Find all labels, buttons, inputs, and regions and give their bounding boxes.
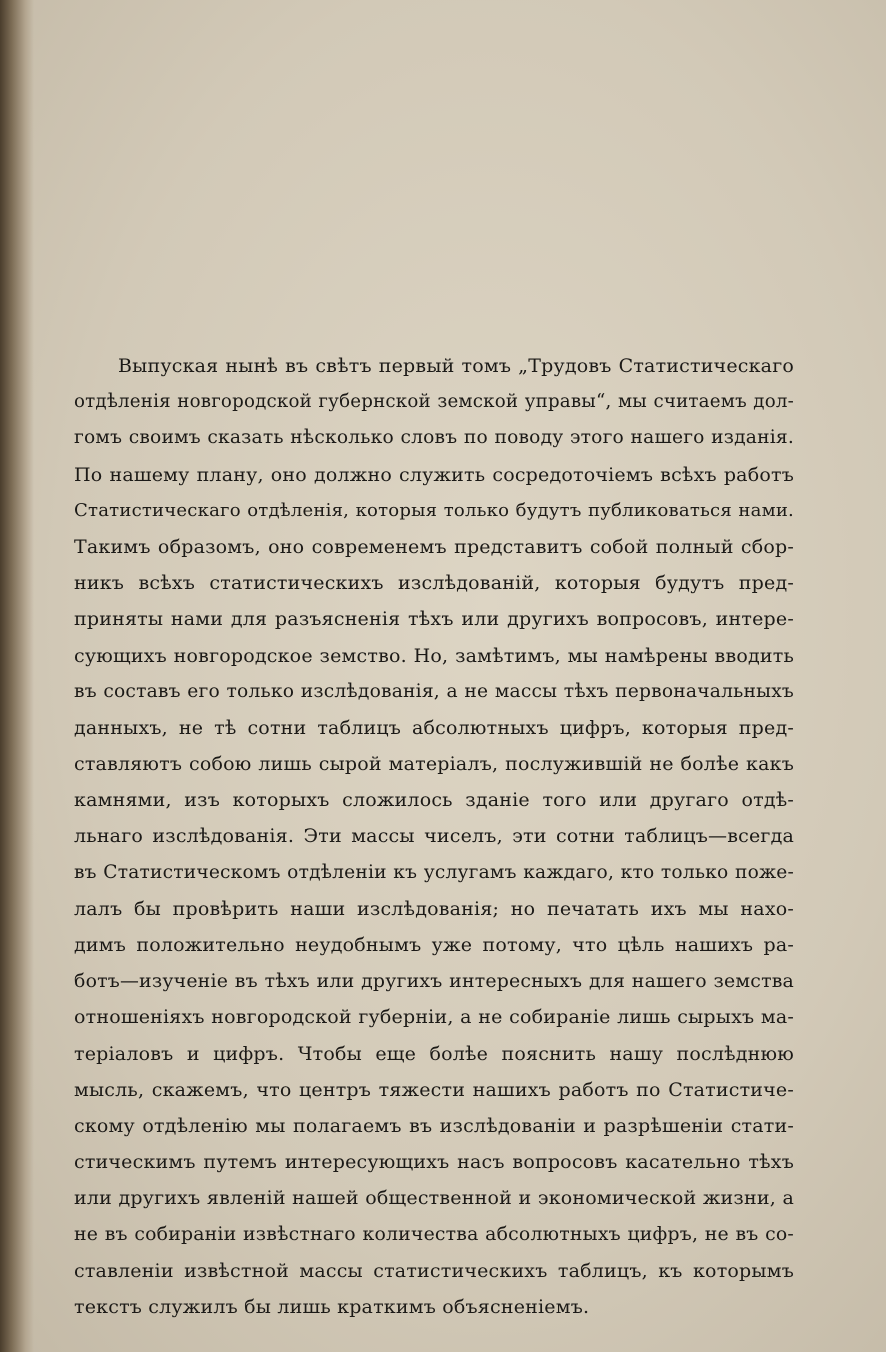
text-line: отдѣленія новгородской губернской земской управы“, мы считаемъ дол- (74, 391, 794, 413)
text-line: или другихъ явленій нашей общественной и экономической жизни, а (74, 1187, 794, 1210)
text-line: никъ всѣхъ статистическихъ изслѣдованій, которыя будутъ пред- (74, 572, 794, 595)
text-line: въ составъ его только изслѣдованія, а не массы тѣхъ первоначальныхъ (74, 680, 794, 702)
text-line: данныхъ, не тѣ сотни таблицъ абсолютныхъ цифръ, которыя пред- (74, 716, 794, 739)
text-line: стическимъ путемъ интересующихъ насъ вопросовъ касательно тѣхъ (74, 1151, 794, 1174)
text-line: скому отдѣленію мы полагаемъ въ изслѣдованіи и разрѣшеніи стати- (74, 1114, 794, 1137)
text-line: сующихъ новгородское земство. Но, замѣтимъ, мы намѣрены вводить (74, 644, 794, 667)
text-line: По нашему плану, оно должно служить сосредоточіемъ всѣхъ работъ (74, 463, 794, 486)
text-line: не въ собираніи извѣстнаго количества абсолютныхъ цифръ, не въ со- (74, 1223, 794, 1245)
text-line: теріаловъ и цифръ. Чтобы еще болѣе пояснить нашу послѣднюю (74, 1042, 794, 1065)
text-line: мысль, скажемъ, что центръ тяжести нашихъ работъ по Статистиче- (74, 1078, 794, 1101)
text-line: ботъ—изученіе въ тѣхъ или другихъ интересныхъ для нашего земства (74, 970, 794, 993)
text-line: димъ положительно неудобнымъ уже потому, что цѣль нашихъ ра- (74, 934, 794, 956)
text-line: Статистическаго отдѣленія, которыя только будутъ публиковаться нами. (74, 499, 794, 521)
text-line: отношеніяхъ новгородской губерніи, а не собираніе лишь сырыхъ ма- (74, 1006, 794, 1029)
text-line: камнями, изъ которыхъ сложилось зданіе того или другаго отдѣ- (74, 789, 794, 812)
text-line: лалъ бы провѣрить наши изслѣдованія; но печатать ихъ мы нахо- (74, 897, 794, 920)
text-line: Выпуская нынѣ въ свѣтъ первый томъ „Трудовъ Статистическаго (118, 355, 794, 377)
text-line: въ Статистическомъ отдѣленіи къ услугамъ каждаго, кто только поже- (74, 861, 794, 883)
text-line: льнаго изслѣдованія. Эти массы чиселъ, эти сотни таблицъ—всегда (74, 825, 794, 848)
text-line: гомъ своимъ сказать нѣсколько словъ по поводу этого нашего изданія. (74, 427, 794, 449)
text-line: приняты нами для разъясненія тѣхъ или другихъ вопросовъ, интере- (74, 608, 794, 631)
body-paragraph (74, 348, 794, 1325)
text-line: ставленіи извѣстной массы статистическихъ таблицъ, къ которымъ (74, 1259, 794, 1282)
text-line: текстъ служилъ бы лишь краткимъ объясненіемъ. (74, 1295, 590, 1318)
text-line: ставляютъ собою лишь сырой матеріалъ, послужившій не болѣе какъ (74, 753, 794, 776)
text-line: Такимъ образомъ, оно современемъ представитъ собой полный сбор- (74, 535, 794, 558)
book-binding-edge (0, 0, 34, 1352)
